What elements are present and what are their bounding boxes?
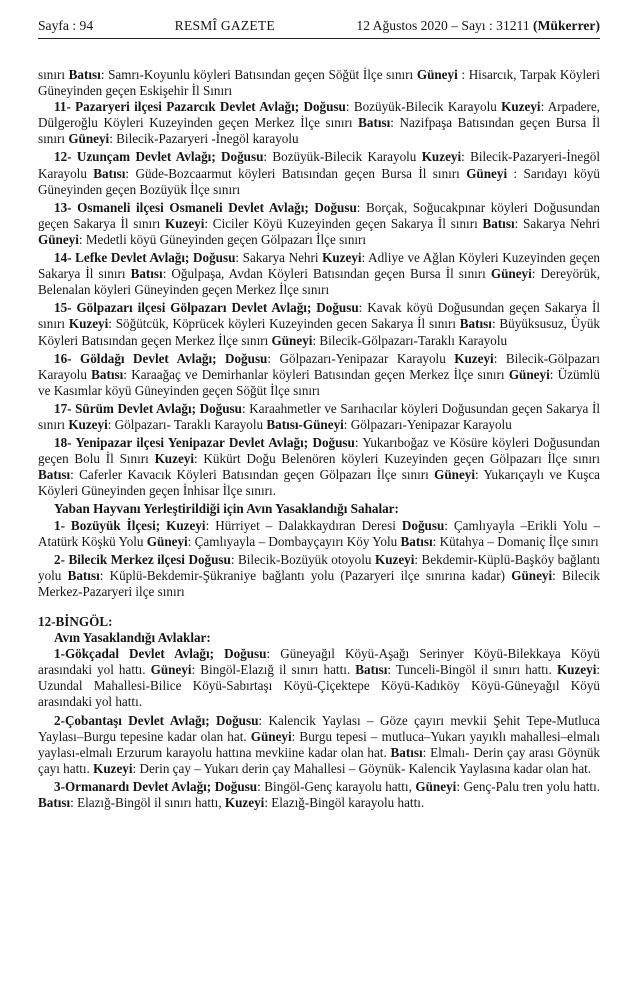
- boundary-description: : Oğulpaşa, Avdan Köyleri Batısından geçen Bursa İl sınırı: [162, 266, 491, 282]
- boundary-description: : Güde-Bozcaarmut köyleri Batısından geçen Bursa İl sınırı: [125, 165, 467, 181]
- page-header: [38, 17, 600, 39]
- boundary-description: : Yukarıçaylı ve Kuşca Köyleri Güneyinden geçen İnhisar İlçe sınırı.: [38, 467, 600, 499]
- boundary-description: : Caferler Kavacık Köyleri Batısından geçen Gölpazarı İlçe sınırı: [70, 467, 435, 483]
- intro-text-2: : Samrı-Koyunlu köyleri Batısından geçen Söğüt İlçe sınırı: [100, 67, 417, 82]
- supplement-label: (Mükerrer): [533, 18, 600, 33]
- gazette-title: RESMÎ GAZETE: [174, 18, 275, 33]
- area-entry: [38, 99, 600, 147]
- boundary-description: : Borçak, Soğucakpınar köyleri Doğusundan geçen Sakarya İl sınırı: [38, 199, 600, 231]
- area-entry: [38, 200, 600, 248]
- boundary-direction: Güneyi: [415, 778, 457, 794]
- boundary-description: : Kalencik Yaylası – Göze çayırı mevkii Şehit Tepe-Mutluca Yaylası–Burgu tepesine kadar olan hat.: [38, 712, 600, 744]
- boundary-description: : Kükürt Doğu Belenören köyleri Kuzeyinden geçen Gölpazarı İlçe sınırı: [194, 451, 600, 467]
- area-title: 1-Gökçadal Devlet Avlağı;: [54, 646, 215, 662]
- boundary-description: : Karaağaç ve Demirhanlar köyleri Batısından geçen Merkez İlçe sınırı: [123, 366, 509, 382]
- boundary-description: : Bekdemir-Küplü-Başköy bağlantı yolu: [38, 551, 600, 583]
- boundary-direction: Güneyi: [250, 728, 292, 744]
- boundary-description: : Sakarya Nehri: [514, 215, 600, 231]
- area-title: 15- Gölpazarı ilçesi Gölpazarı Devlet Avlağı;: [54, 300, 312, 316]
- intro-direction-south: Güneyi: [416, 67, 458, 82]
- boundary-direction: Güneyi: [68, 131, 110, 147]
- boundary-direction: Batısı: [38, 467, 71, 483]
- boundary-description: : Bingöl-Elazığ il sınırı hattı.: [191, 662, 356, 678]
- boundary-direction: Güneyi: [271, 332, 313, 348]
- boundary-description: : Burgu tepesi – mutluca–Yukarı yayıklı mahallesi–elmalı yaylası-elmalı Erzurum karayolu hattına mevkiine kadar olan hat.: [38, 728, 601, 760]
- boundary-direction: Doğusu: [193, 250, 236, 266]
- boundary-description: : Derin çay – Yukarı derin çay Mahallesi – Göynük- Kalencik Yaylasına kadar olan hat.: [132, 760, 592, 776]
- boundary-direction: Kuzeyi: [68, 416, 108, 432]
- area-title: 11- Pazaryeri ilçesi Pazarcık Devlet Avlağı;: [54, 99, 300, 115]
- boundary-direction: Doğusu: [216, 712, 259, 728]
- province-title: [38, 614, 600, 630]
- boundary-description: : Tunceli-Bingöl il sınırı hattı.: [387, 662, 557, 678]
- boundary-direction: Batısı: [400, 533, 433, 549]
- area-title: 13- Osmaneli ilçesi Osmaneli Devlet Avlağı;: [54, 199, 309, 215]
- province-subheading-text: Avın Yasaklandığı Avlaklar:: [54, 630, 211, 646]
- boundary-direction: Güneyi: [508, 366, 550, 382]
- boundary-description: : Çamlıyayla –Erikli Yolu – Atatürk Köşkü Yolu: [38, 517, 601, 549]
- boundary-description: : Bozüyük-Bilecik Karayolu: [345, 99, 502, 115]
- area-title: 18- Yenipazar ilçesi Yenipazar Devlet Avlağı;: [54, 435, 309, 451]
- boundary-direction: Doğusu: [199, 400, 242, 416]
- area-title: 17- Sürüm Devlet Avlağı;: [54, 400, 196, 416]
- boundary-direction: Kuzeyi: [68, 316, 109, 332]
- area-entry: [38, 518, 600, 550]
- boundary-description: : Dereyörük, Belenalan köyleri Güneyinden geçen Merkez İlçe sınırı: [38, 266, 600, 298]
- province-area-list: [38, 646, 600, 811]
- area-title: 2- Bilecik Merkez ilçesi: [54, 551, 185, 567]
- boundary-description: : Bilecik-Gölpazarı-Taraklı Karayolu: [312, 332, 508, 348]
- boundary-direction: Kuzeyi: [224, 795, 265, 811]
- boundary-direction: Batısı: [358, 115, 391, 131]
- boundary-direction: Batısı: [459, 316, 492, 332]
- boundary-description: : Bingöl-Genç karayolu hattı,: [257, 778, 416, 794]
- boundary-direction: Doğusu: [316, 300, 359, 316]
- wildlife-heading-text: Yaban Hayvanı Yerleştirildiği için Avın Yasaklandığı Sahalar:: [54, 501, 399, 517]
- boundary-direction: Kuzeyi: [164, 215, 205, 231]
- boundary-direction: Güneyi: [150, 662, 192, 678]
- area-entry: [38, 552, 600, 600]
- boundary-description: : Bilecik Merkez-Pazaryeri ilçe sınırı: [38, 567, 600, 599]
- boundary-direction: Batısı: [355, 662, 388, 678]
- boundary-direction: Batısı: [91, 366, 124, 382]
- boundary-description: : Adliye ve Ağlan Köyleri Kuzeyinden geçen Sakarya İl sınırı: [38, 250, 600, 282]
- boundary-direction: Batısı: [390, 744, 423, 760]
- boundary-description: : Gölpazarı-Yenipazar Karayolu: [267, 350, 455, 366]
- boundary-direction: Kuzeyi: [154, 451, 194, 467]
- boundary-description: : Bilecik-Pazaryeri-İnegöl Karayolu: [38, 149, 600, 181]
- issue-date-number: 12 Ağustos 2020 – Sayı : 31211: [356, 18, 530, 33]
- boundary-direction: Doğusu: [214, 778, 258, 794]
- boundary-description: : Elmalı- Derin çay arası Göynük çayı hattı.: [38, 744, 600, 776]
- wildlife-area-list: [38, 518, 600, 600]
- area-entry: [38, 713, 600, 777]
- boundary-direction: Kuzeyi: [556, 662, 597, 678]
- area-entry: [38, 435, 600, 499]
- boundary-description: : Ciciler Köyü Kuzeyinden geçen Sakarya İl sınırı: [204, 215, 483, 231]
- boundary-description: : Hürriyet – Dalakkaydıran Deresi: [205, 517, 402, 533]
- boundary-direction: Doğusu: [221, 149, 264, 165]
- boundary-description: : Bilecik-Gölpazarı Karayolu: [38, 350, 600, 382]
- boundary-direction: Kuzeyi: [454, 350, 494, 366]
- area-entry: [38, 646, 600, 710]
- boundary-direction: Doğusu: [188, 551, 231, 567]
- boundary-direction: Batısı: [67, 567, 100, 583]
- boundary-description: : Küplü-Bekdemir-Şükraniye bağlantı yolu (Pazaryeri ilçe sınırına kadar): [99, 567, 512, 583]
- boundary-description: : Medetli köyü Güneyinden geçen Gölpazarı İlçe sınırı: [78, 231, 367, 247]
- boundary-direction: Doğusu: [303, 99, 346, 115]
- area-entry: [38, 250, 600, 298]
- area-entry: [38, 300, 600, 348]
- boundary-direction: Doğusu: [312, 435, 355, 451]
- area-entry: [38, 351, 600, 399]
- boundary-description: : Bozüyük-Bilecik Karayolu: [263, 149, 422, 165]
- boundary-description: : Genç-Palu tren yolu hattı.: [456, 778, 600, 794]
- area-entry: [38, 779, 600, 811]
- intro-text-3: : Hisarcık, Tarpak Köyleri Güneyinden geçen Eskişehir İl Sınırı: [38, 67, 600, 99]
- issue-info: [356, 17, 600, 35]
- boundary-direction: Doğusu: [314, 199, 357, 215]
- boundary-direction: Kuzeyi: [421, 149, 462, 165]
- boundary-description: : Gölpazarı- Taraklı Karayolu: [107, 416, 267, 432]
- area-title: 12- Uzunçam Devlet Avlağı;: [54, 149, 216, 165]
- boundary-description: : Gölpazarı-Yenipazar Karayolu: [343, 416, 512, 432]
- area-entry: [38, 149, 600, 197]
- boundary-description: : Bilecik-Bozüyük otoyolu: [230, 551, 375, 567]
- boundary-description: : Güneyağıl Köyü-Aşağı Serinyer Köyü-Bilekkaya Köyü arasındaki yol hattı.: [38, 646, 600, 678]
- boundary-description: : Kavak köyü Doğusundan geçen Sakarya İl sınırı: [38, 300, 600, 332]
- intro-direction-west: Batısı: [68, 67, 101, 82]
- page-number: Sayfa : 94: [38, 18, 94, 33]
- area-title: 2-Çobantaşı Devlet Avlağı;: [54, 712, 210, 728]
- boundary-direction: Kuzeyi: [374, 551, 415, 567]
- boundary-description: : Arpadere, Dülgeroğlu Köyleri Kuzeyinden geçen Merkez İlçe sınırı: [38, 99, 600, 131]
- area-title: 14- Lefke Devlet Avlağı;: [54, 250, 190, 266]
- gazette-page: [38, 17, 600, 813]
- intro-text-1: sınırı: [38, 67, 69, 82]
- boundary-direction: Batısı: [130, 266, 163, 282]
- boundary-description: : Elazığ-Bingöl karayolu hattı.: [264, 795, 425, 811]
- area-title: 3-Ormanardı Devlet Avlağı;: [54, 778, 212, 794]
- continuation-paragraph: [38, 67, 600, 99]
- boundary-direction: Batısı: [482, 215, 515, 231]
- area-entry: [38, 401, 600, 433]
- boundary-description: : Üzümlü ve Kasımlar köyü Güneyinden geçen Söğüt İlçe sınırı: [38, 366, 600, 398]
- boundary-direction: Kuzeyi: [93, 760, 133, 776]
- boundary-description: : Karaahmetler ve Sarıhacılar köyleri Doğusundan geçen Sakarya İl sınırı: [38, 400, 600, 432]
- boundary-direction: Güneyi: [466, 165, 508, 181]
- boundary-description: : Kütahya – Domaniç İlçe sınırı: [432, 533, 599, 549]
- boundary-direction: Batısı: [93, 165, 126, 181]
- area-title: 1- Bozüyük İlçesi;: [54, 517, 161, 533]
- boundary-description: : Elazığ-Bingöl il sınırı hattı,: [70, 795, 225, 811]
- boundary-description: : Bilecik-Pazaryeri -İnegöl karayolu: [109, 131, 299, 147]
- boundary-description: : Nazifpaşa Batısından geçen Bursa İl sınırı: [38, 115, 601, 147]
- area-title: 16- Göldağı Devlet Avlağı;: [54, 350, 217, 366]
- province-subheading: [38, 630, 600, 646]
- province-title-text: 12-BİNGÖL:: [38, 614, 113, 629]
- boundary-direction: Güneyi: [146, 533, 188, 549]
- boundary-direction: Güneyi: [490, 266, 532, 282]
- boundary-direction: Doğusu: [401, 517, 445, 533]
- boundary-description: : Sakarya Nehri: [235, 250, 323, 266]
- boundary-direction: Batısı: [38, 795, 71, 811]
- hunting-area-list: [38, 99, 600, 499]
- boundary-description: : Çamlıyayla – Dombayçayırı Köy Yolu: [187, 533, 401, 549]
- boundary-description: : Söğütcük, Köprücek köyleri Kuzeyinden gecen Sakarya İl sınırı: [108, 316, 460, 332]
- boundary-description: : Yukarıboğaz ve Kösüre köyleri Doğusundan geçen Bolu İl Sınırı: [38, 435, 600, 467]
- boundary-direction: Güneyi: [434, 467, 476, 483]
- boundary-direction: Güneyi: [38, 231, 79, 247]
- boundary-description: : Büyüksusuz, Üyük Köyleri Batısından geçen Merkez İlçe sınırı: [38, 316, 600, 348]
- boundary-direction: Doğusu: [225, 350, 268, 366]
- boundary-description: : Uzundal Mahallesi-Bilice Köyü-Sabırtaşı Köyü-Çiçektepe Köyü-Kadıköy Köyü-Güneyağıl Köyü arasındaki yol hattı.: [38, 662, 601, 710]
- boundary-direction: Kuzeyi: [501, 99, 541, 115]
- boundary-direction: Kuzeyi: [166, 517, 206, 533]
- document-body: [38, 67, 600, 811]
- boundary-direction: Batısı-Güneyi: [266, 416, 344, 432]
- boundary-direction: Doğusu: [224, 646, 267, 662]
- boundary-description: : Sarıdayı köyü Güneyinden geçen Bozüyük İlçe sınırı: [38, 165, 600, 197]
- wildlife-heading: [38, 501, 600, 517]
- boundary-direction: Güneyi: [511, 567, 553, 583]
- boundary-direction: Kuzeyi: [322, 250, 362, 266]
